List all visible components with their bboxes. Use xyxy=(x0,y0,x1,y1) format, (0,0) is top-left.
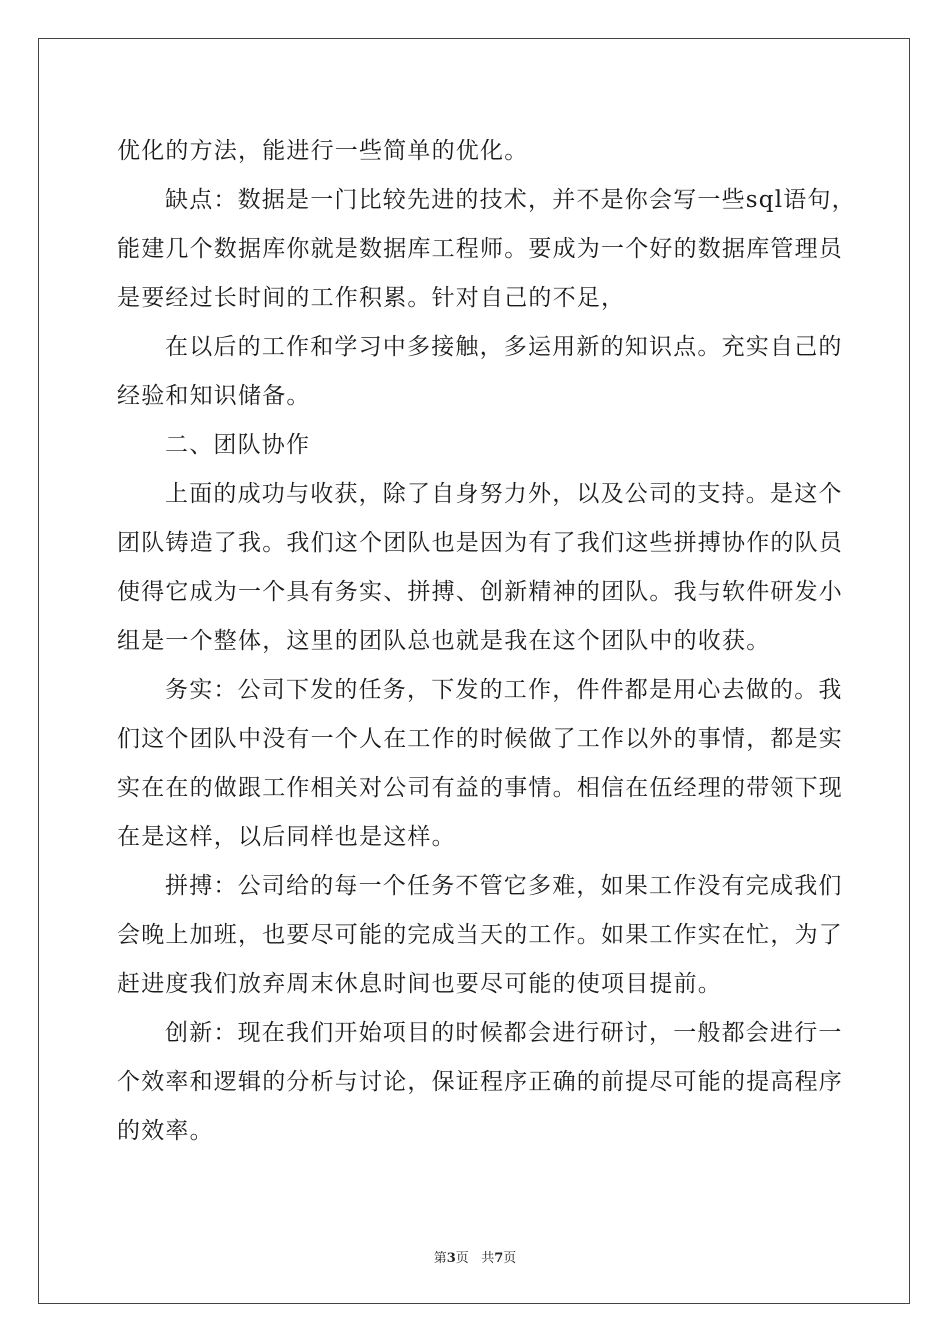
text-line: 是要经过长时间的工作积累。针对自己的不足， xyxy=(117,285,626,311)
total-pages-prefix: 共 xyxy=(481,1251,495,1266)
paragraph-first-line: 创新：现在我们开始项目的时候都会进行研讨，一般都会进行一 xyxy=(165,1020,843,1046)
paragraph-first-line: 缺点：数据是一门比较先进的技术，并不是你会写一些sql语句， xyxy=(165,187,856,213)
paragraph-first-line: 上面的成功与收获，除了自身努力外，以及公司的支持。是这个 xyxy=(165,481,843,507)
text-line: 在是这样，以后同样也是这样。 xyxy=(117,824,456,850)
text-line: 能建几个数据库你就是数据库工程师。要成为一个好的数据库管理员 xyxy=(117,236,843,262)
total-pages-suffix: 页 xyxy=(503,1251,517,1266)
page-number: 3 xyxy=(446,1251,456,1266)
page-label-suffix: 页 xyxy=(455,1251,469,1266)
text-line: 赶进度我们放弃周末休息时间也要尽可能的使项目提前。 xyxy=(117,971,722,997)
page-label-prefix: 第 xyxy=(433,1251,447,1266)
text-line: 会晚上加班，也要尽可能的完成当天的工作。如果工作实在忙，为了 xyxy=(117,922,843,948)
section-heading: 二、团队协作 xyxy=(165,432,311,458)
document-body xyxy=(117,127,856,1156)
page-footer xyxy=(0,1247,950,1266)
paragraph-first-line: 拼搏：公司给的每一个任务不管它多难，如果工作没有完成我们 xyxy=(165,873,843,899)
paragraph-first-line: 务实：公司下发的任务，下发的工作，件件都是用心去做的。我 xyxy=(165,677,843,703)
text-line: 使得它成为一个具有务实、拼搏、创新精神的团队。我与软件研发小 xyxy=(117,579,843,605)
text-line: 组是一个整体，这里的团队总也就是我在这个团队中的收获。 xyxy=(117,628,771,654)
text-line: 们这个团队中没有一个人在工作的时候做了工作以外的事情，都是实 xyxy=(117,726,843,752)
text-line: 实在在的做跟工作相关对公司有益的事情。相信在伍经理的带领下现 xyxy=(117,775,843,801)
text-line: 优化的方法，能进行一些简单的优化。 xyxy=(117,138,529,164)
text-line: 的效率。 xyxy=(117,1118,214,1144)
text-line: 团队铸造了我。我们这个团队也是因为有了我们这些拼搏协作的队员 xyxy=(117,530,843,556)
text-line: 经验和知识储备。 xyxy=(117,383,311,409)
text-line: 个效率和逻辑的分析与讨论，保证程序正确的前提尽可能的提高程序 xyxy=(117,1069,843,1095)
total-pages: 7 xyxy=(494,1251,504,1266)
paragraph-first-line: 在以后的工作和学习中多接触，多运用新的知识点。充实自己的 xyxy=(165,334,843,360)
